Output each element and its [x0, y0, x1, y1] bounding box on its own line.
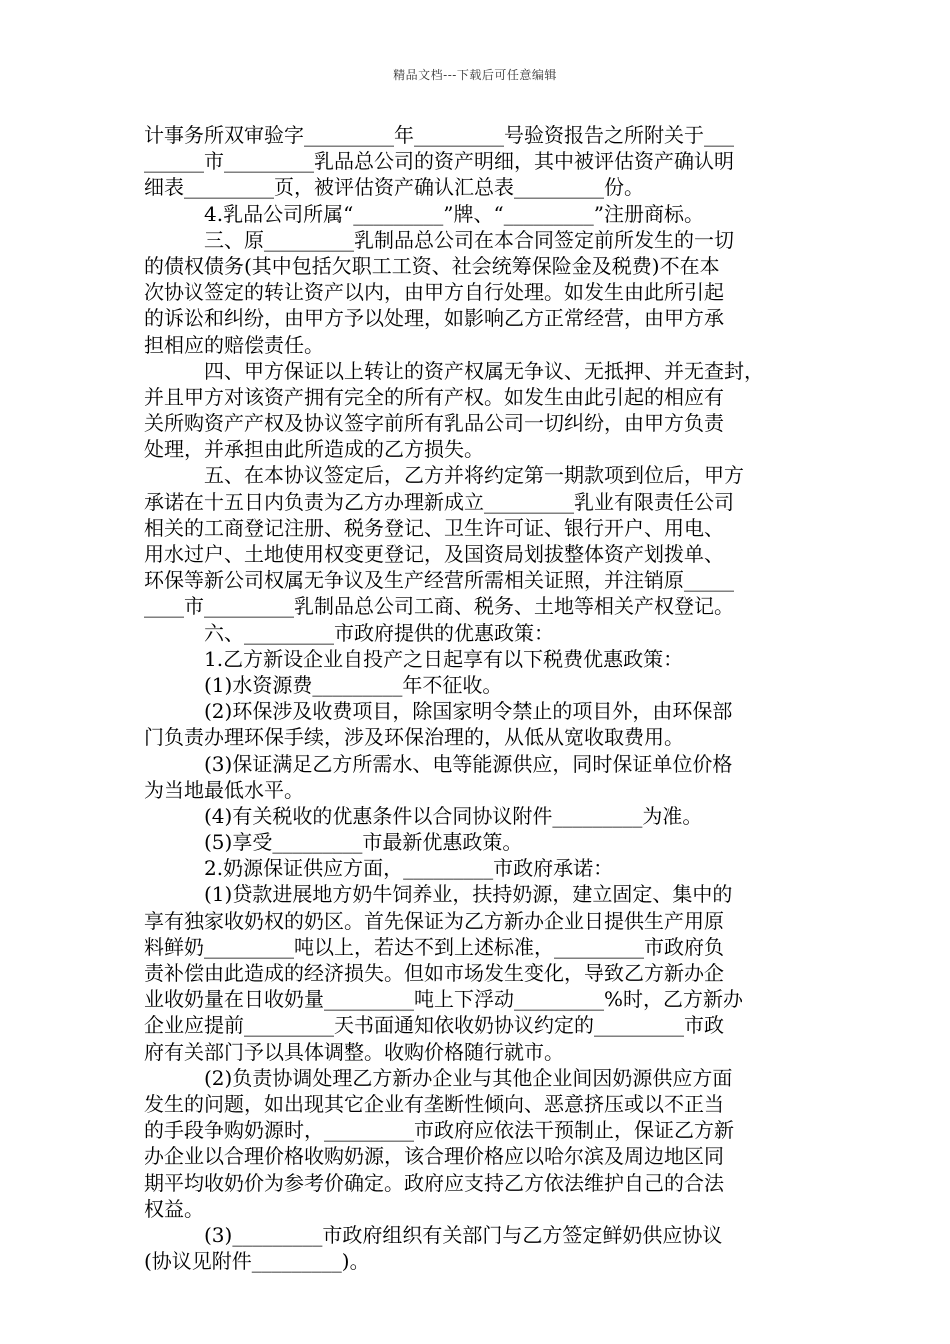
text-line: 次协议签定的转让资产以内，由甲方自行处理。如发生由此所引起 — [144, 280, 724, 305]
text-line: 并且甲方对该资产拥有完全的所有产权。如发生由此引起的相应有 — [144, 384, 724, 409]
text-line: (3)保证满足乙方所需水、电等能源供应，同时保证单位价格 — [204, 751, 733, 776]
text-line: 关所购资产产权及协议签字前所有乳品公司一切纠纷，由甲方负责 — [144, 411, 724, 436]
text-line: (3)_________市政府组织有关部门与乙方签定鲜奶供应协议 — [204, 1222, 723, 1247]
text-line: (2)负责协调处理乙方新办企业与其他企业间因奶源供应方面 — [204, 1065, 733, 1090]
text-line: 期平均收奶价为参考价确定。政府应支持乙方依法维护自己的合法 — [144, 1170, 724, 1195]
text-line: 五、在本协议签定后，乙方并将约定第一期款项到位后，甲方 — [204, 463, 744, 488]
text-line: 三、原_________乳制品总公司在本合同签定前所发生的一切 — [204, 227, 734, 252]
text-line: (4)有关税收的优惠条件以合同协议附件_________为准。 — [204, 803, 703, 828]
text-line: 四、甲方保证以上转让的资产权属无争议、无抵押、并无查封， — [204, 358, 764, 383]
text-line: 为当地最低水平。 — [144, 777, 304, 802]
document-body — [144, 122, 804, 1274]
text-line: 享有独家收奶权的奶区。首先保证为乙方新办企业日提供生产用原 — [144, 908, 724, 933]
text-line: 处理，并承担由此所造成的乙方损失。 — [144, 437, 484, 462]
text-line: 环保等新公司权属无争议及生产经营所需相关证照，并注销原_____ — [144, 568, 734, 593]
text-line: 1.乙方新设企业自投产之日起享有以下税费优惠政策： — [204, 646, 684, 671]
text-line: 发生的问题，如出现其它企业有垄断性倾向、恶意挤压或以不正当 — [144, 1091, 724, 1116]
text-line: 细表_________页，被评估资产确认汇总表_________份。 — [144, 175, 644, 200]
text-line: 的诉讼和纠纷，由甲方予以处理，如影响乙方正常经营，由甲方承 — [144, 306, 724, 331]
text-line: 六、_________市政府提供的优惠政策： — [204, 620, 554, 645]
text-line: (协议见附件_________)。 — [144, 1249, 370, 1274]
text-line: (1)贷款进展地方奶牛饲养业，扶持奶源，建立固定、集中的 — [204, 882, 733, 907]
text-line: ______市_________乳品总公司的资产明细，其中被评估资产确认明 — [144, 149, 734, 174]
text-line: ____市_________乳制品总公司工商、税务、土地等相关产权登记。 — [144, 594, 734, 619]
text-line: 2.奶源保证供应方面，_________市政府承诺： — [204, 856, 614, 881]
text-line: 门负责办理环保手续，涉及环保治理的，从低从宽收取费用。 — [144, 725, 684, 750]
page-header: 精品文档---下载后可任意编辑 — [393, 68, 557, 82]
text-line: 的债权债务(其中包括欠职工工资、社会统筹保险金及税费)不在本 — [144, 253, 720, 278]
text-line: (5)享受_________市最新优惠政策。 — [204, 830, 523, 855]
text-line: 责补偿由此造成的经济损失。但如市场发生变化，导致乙方新办企 — [144, 961, 724, 985]
text-line: 府有关部门予以具体调整。收购价格随行就市。 — [144, 1039, 564, 1064]
text-line: 担相应的赔偿责任。 — [144, 332, 324, 357]
text-line: 办企业以合理价格收购奶源，该合理价格应以哈尔滨及周边地区同 — [144, 1144, 724, 1169]
text-line: 相关的工商登记注册、税务登记、卫生许可证、银行开户、用电、 — [144, 515, 724, 540]
text-line: 计事务所双审验字_________年_________号验资报告之所附关于___ — [144, 123, 734, 147]
text-line: (2)环保涉及收费项目，除国家明令禁止的项目外，由环保部 — [204, 699, 733, 724]
text-line: 权益。 — [144, 1196, 204, 1221]
text-line: 用水过户、土地使用权变更登记，及国资局划拔整体资产划拨单、 — [144, 542, 724, 566]
text-line: 4.乳品公司所属“_________”牌、“_________”注册商标。 — [204, 201, 704, 226]
text-line: 承诺在十五日内负责为乙方办理新成立_________乳业有限责任公司 — [144, 489, 734, 514]
text-line: 的手段争购奶源时，_________市政府应依法干预制止，保证乙方新 — [144, 1118, 734, 1143]
text-line: 企业应提前_________天书面通知依收奶协议约定的_________市政 — [144, 1013, 724, 1038]
text-line: 料鲜奶_________吨以上，若达不到上述标准，_________市政府负 — [144, 934, 724, 959]
text-line: (1)水资源费_________年不征收。 — [204, 672, 503, 697]
text-line: 业收奶量在日收奶量_________吨上下浮动_________%时，乙方新办 — [144, 987, 744, 1012]
